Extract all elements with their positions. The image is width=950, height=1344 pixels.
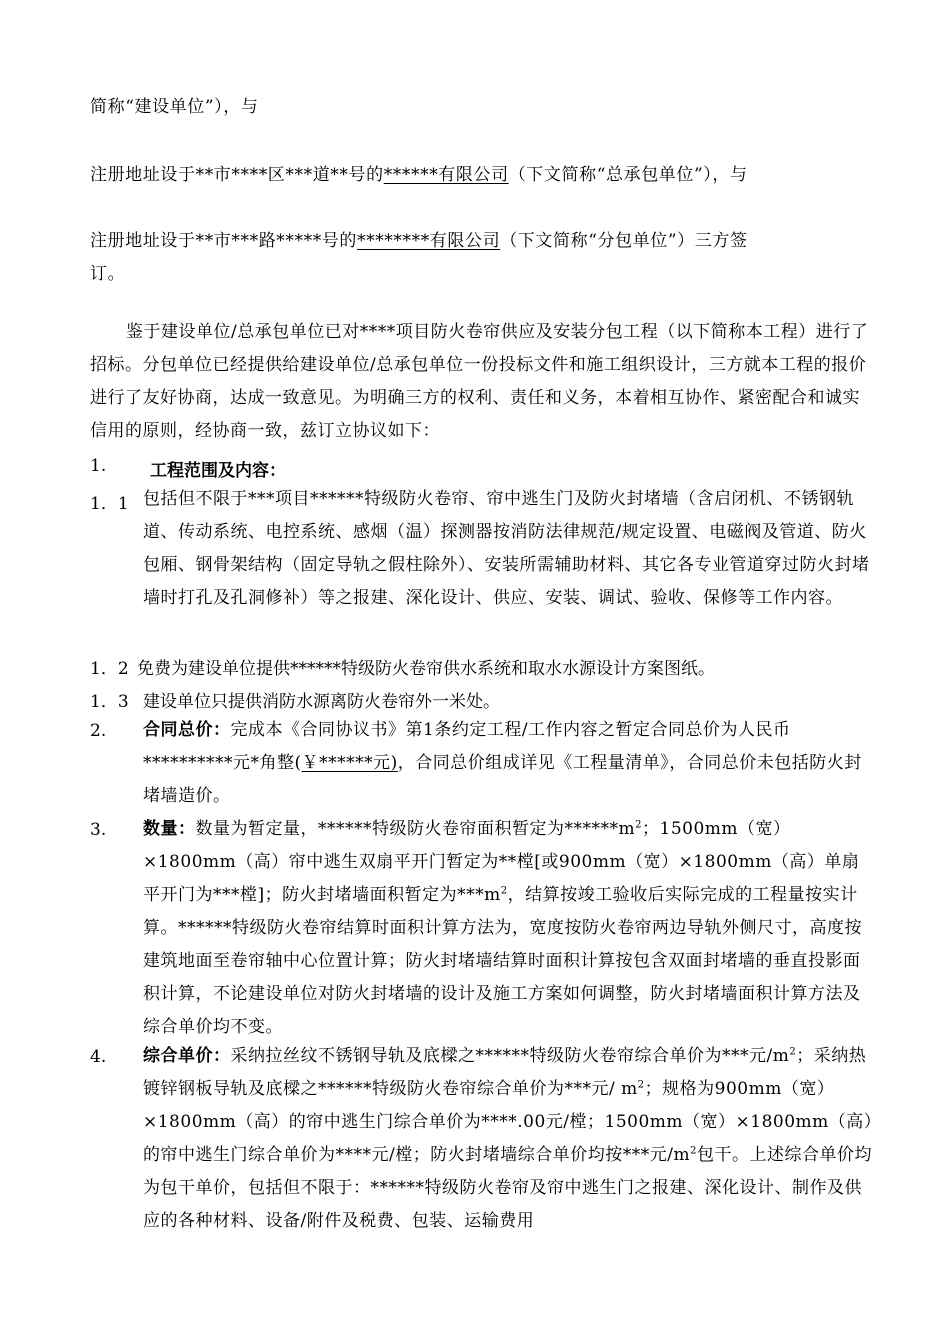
section-3-title: 数量： bbox=[143, 819, 196, 839]
superscript-2: 2 bbox=[635, 819, 642, 831]
section-4-body: ；采纳热镀锌钢板导轨及底樑之******特级防火卷帘综合单价为***元/ m bbox=[143, 1046, 867, 1099]
section-4-text bbox=[143, 1040, 873, 1238]
section-3-body: ；1500mm（宽）×1800mm（高）帘中逃生双扇平开门暂定为**樘[或900mm（宽）×1800mm（高）单扇平开门为***樘]；防火封堵墙面积暂定为***m bbox=[143, 819, 860, 905]
section-1-1-number: 1．1 bbox=[90, 494, 129, 514]
section-1-3-number: 1．3 bbox=[90, 692, 129, 712]
superscript-2: 2 bbox=[500, 885, 508, 897]
section-2-title: 合同总价： bbox=[143, 720, 231, 740]
general-contractor-name: ******有限公司 bbox=[383, 165, 509, 185]
superscript-2: 2 bbox=[789, 1046, 797, 1058]
address-text: 注册地址设于**市***路*****号的 bbox=[90, 231, 357, 251]
section-4-body: ；规格为900mm（宽）×1800mm（高）的帘中逃生门综合单价为****.00元/樘；1500mm（宽）×1800mm（高）的帘中逃生门综合单价为****元/樘；防火封堵墙综合单价均按***元/m bbox=[143, 1079, 873, 1165]
section-2-body-cont: ，合同总价组成详见《工程量清单》，合同总价未包括防火封堵墙造价。 bbox=[143, 753, 862, 806]
section-1-title: 工程范围及内容： bbox=[150, 461, 286, 481]
section-1-3-text: 建设单位只提供消防水源离防火卷帘外一米处。 bbox=[143, 692, 500, 712]
section-1-2-number: 1．2 bbox=[90, 659, 129, 679]
intro-paragraph: 鉴于建设单位/总承包单位已对****项目防火卷帘供应及安装分包工程（以下简称本工程）进行了招标。分包单位已经提供给建设单位/总承包单位一份投标文件和施工组织设计，三方就本工程的报价进行了友好协商，达成一致意见。为明确三方的权利、责任和义务，本着相互协作、紧密配合和诚实信用的原则，经协商一致，兹订立协议如下： bbox=[90, 322, 869, 441]
superscript-2: 2 bbox=[637, 1079, 645, 1091]
section-3-text bbox=[143, 813, 873, 1044]
text-line-1: 简称“建设单位”），与 bbox=[90, 97, 259, 117]
section-3-number: 3. bbox=[90, 820, 107, 840]
superscript-2: 2 bbox=[690, 1145, 697, 1157]
section-2-body: 完成本《合同协议书》第1条约定工程/工作内容之暂定合同总价为人民币**********元*角整( bbox=[143, 720, 791, 773]
section-4-title: 综合单价： bbox=[143, 1046, 231, 1066]
section-3-body: ，结算按竣工验收后实际完成的工程量按实计算。******特级防火卷帘结算时面积计算方法为，宽度按防火卷帘两边导轨外侧尺寸，高度按建筑地面至卷帘轴中心位置计算；防火封堵墙结算时面积计算按包含双面封堵墙的垂直投影面积计算，不论建设单位对防火封堵墙的设计及施工方案如何调整，防火封堵墙面积计算方法及综合单价均不变。 bbox=[143, 885, 862, 1037]
section-4-number: 4. bbox=[90, 1047, 107, 1067]
section-4-body: 包干。上述综合单价均为包干单价，包括但不限于：******特级防火卷帘及帘中逃生门之报建、深化设计、制作及供应的各种材料、设备/附件及税费、包装、运输费用 bbox=[143, 1145, 872, 1231]
text-line-2 bbox=[90, 160, 748, 185]
text-line-3-cont: 订。 bbox=[90, 264, 126, 284]
section-3-body: 数量为暂定量，******特级防火卷帘面积暂定为******m bbox=[195, 819, 636, 839]
text-line-3 bbox=[90, 226, 748, 251]
section-1-2-text: 免费为建设单位提供******特级防火卷帘供水系统和取水水源设计方案图纸。 bbox=[137, 659, 715, 679]
section-1-number: 1. bbox=[90, 456, 107, 476]
abbreviation-text: （下文简称“分包单位”）三方签 bbox=[500, 231, 748, 251]
section-1-1-text: 包括但不限于***项目******特级防火卷帘、帘中逃生门及防火封堵墙（含启闭机、不锈钢轨道、传动系统、电控系统、感烟（温）探测器按消防法律规范/规定设置、电磁阀及管道、防火包厢、钢骨架结构（固定导轨之假柱除外）、安装所需辅助材料、其它各专业管道穿过防火封堵墙时打孔及孔洞修补）等之报建、深化设计、供应、安装、调试、验收、保修等工作内容。 bbox=[143, 489, 870, 608]
abbreviation-text: （下文简称“总承包单位”），与 bbox=[508, 165, 748, 185]
section-2-number: 2. bbox=[90, 721, 107, 741]
contract-amount: ￥******元) bbox=[301, 753, 398, 773]
subcontractor-name: ********有限公司 bbox=[357, 231, 501, 251]
section-4-body: 采纳拉丝纹不锈钢导轨及底樑之******特级防火卷帘综合单价为***元/m bbox=[230, 1046, 790, 1066]
section-2-text bbox=[143, 714, 873, 813]
address-text: 注册地址设于**市****区***道**号的 bbox=[90, 165, 384, 185]
